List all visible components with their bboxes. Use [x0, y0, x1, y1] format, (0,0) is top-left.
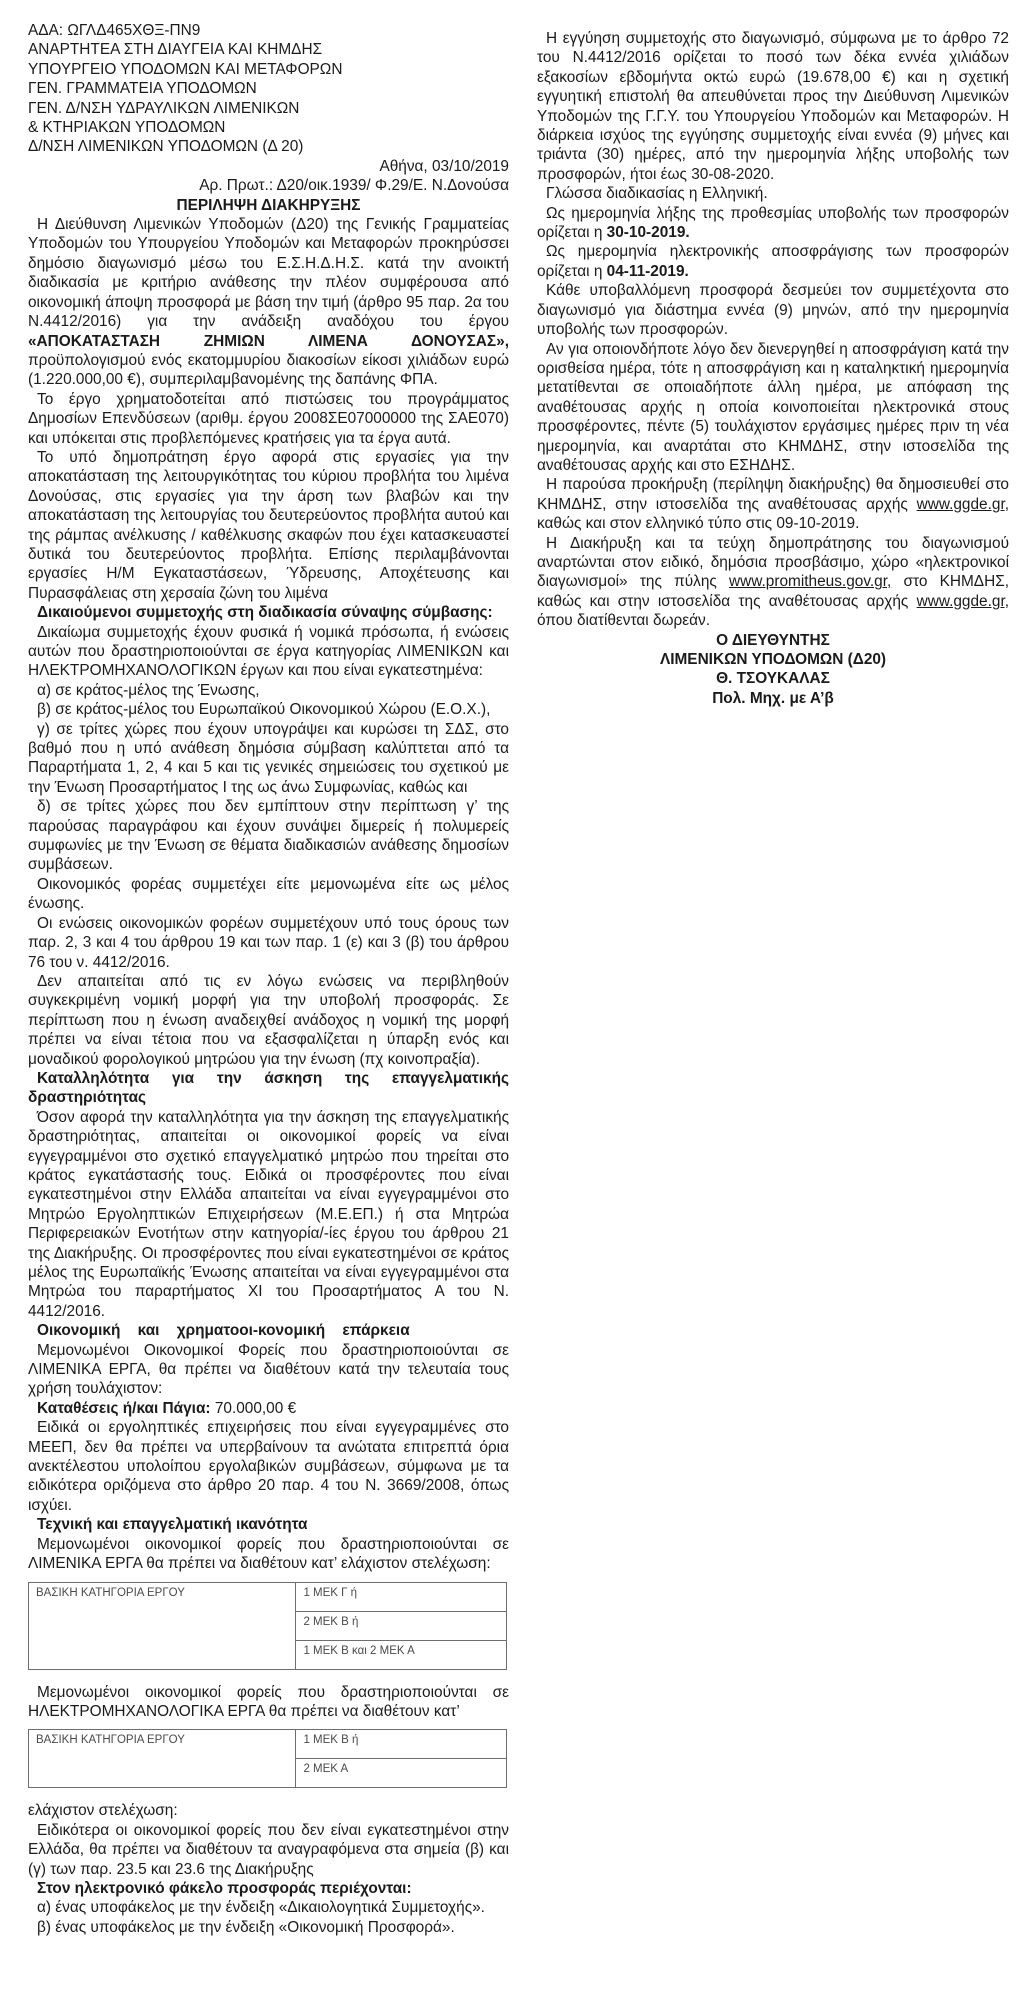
technical-capacity-heading: Τεχνική και επαγγελματική ικανότητα [37, 1516, 308, 1534]
signature-directorate: ΛΙΜΕΝΙΚΩΝ ΥΠΟΔΟΜΩΝ (Δ20) [659, 651, 887, 668]
header-line-secretariat: ΓΕΝ. ΓΡΑΜΜΑΤΕΙΑ ΥΠΟΔΟΜΩΝ [28, 80, 257, 98]
table-category-cell: ΒΑΣΙΚΗ ΚΑΤΗΓΟΡΙΑ ΕΡΓΟΥ [29, 1582, 296, 1669]
list-item-b: β) σε κράτος-μέλος του Ευρωπαϊκού Οικονομικού Χώρου (Ε.Ο.Χ.), [37, 701, 491, 719]
ggde-url: www.ggde.gr, [916, 495, 1009, 513]
signature-name: Θ. ΤΣΟΥΚΑΛΑΣ [716, 670, 830, 688]
list-item-d: δ) σε τρίτες χώρες που δεν εμπίπτουν στην περίπτωση γ’ της παρούσας παραγράφου και έχουν συνάψει διμερείς ή πολυμερείς συμφωνίες με την Ένωση σε θέματα διαδικασιών ανάθεσης δημοσίων συμβάσεων. [28, 798, 509, 874]
unsealing-text: Ως ημερομηνία ηλεκτρονικής αποσφράγισης των προσφορών ορίζεται η [537, 243, 1009, 280]
paragraph-eligibility-intro: Δικαίωμα συμμετοχής έχουν φυσικά ή νομικά πρόσωπα, ή ενώσεις αυτών που δραστηριοποιούνται σε έργα κατηγορίας ΛΙΜΕΝΙΚΩΝ και ΗΛΕΚΤΡΟΜΗΧΑΝΟΛΟΓΙΚΩΝ έργων και που είναι εγκατεστημένα: [28, 623, 509, 680]
document-title: ΠΕΡΙΛΗΨΗ ΔΙΑΚΗΡΥΞΗΣ [176, 196, 361, 214]
promitheus-url: www.promitheus.gov.gr, [729, 573, 892, 591]
envelope-item-b: β) ένας υποφάκελος με την ένδειξη «Οικονομική Προσφορά». [37, 1918, 455, 1936]
paragraph-tender-documents [537, 534, 1009, 631]
paragraph-financial-intro: Μεμονωμένοι Οικονομικοί Φορείς που δραστηριοποιούνται σε ΛΙΜΕΝΙΚΑ ΕΡΓΑ, θα πρέπει να διαθέτουν κατά την τελευταία τους χρήση τουλάχιστον: [28, 1341, 509, 1398]
date-line: Αθήνα, 03/10/2019 [379, 157, 509, 175]
paragraph-language: Γλώσσα διαδικασίας η Ελληνική. [546, 185, 768, 203]
paragraph-meep-limit: Ειδικά οι εργοληπτικές επιχειρήσεις που είναι εγγεγραμμένες στο ΜΕΕΠ, δεν θα πρέπει να υπερβαίνουν τα ανώτατα επιτρεπτά όρια ανεκτέλεστου υπολοίπου εργολαβικών συμβάσεων, σύμφωνα με τα ειδικότερα οριζόμενα στο άρθρο 20 παρ. 4 του Ν. 3669/2008, όπως ισχύει. [28, 1419, 509, 1514]
paragraph-foreign-requirements: Ειδικότερα οι οικονομικοί φορείς που δεν είναι εγκατεστημένοι στην Ελλάδα, θα πρέπει να διαθέτουν τα αναγραφόμενα στα σημεία (β) και (γ) των παρ. 23.5 και 23.6 της Διακήρυξης [28, 1821, 509, 1878]
paragraph-suitability: Όσον αφορά την καταλληλότητα για την άσκηση της επαγγελματικής δραστηριότητας, απαιτείται οι οικονομικοί φορείς να είναι εγγεγραμμένοι στο σχετικό επαγγελματικό μητρώο που τηρείται στο κράτος εγκατάστασής τους. Ειδικά οι προσφέροντες που είναι εγκατεστημένοι στην Ελλάδα απαιτείται να είναι εγγεγραμμένοι στο Μητρώο Εργοληπτικών Επιχειρήσεων (Μ.Ε.ΕΠ.) ή στα Μητρώα Περιφερειακών Ενοτήτων στην κατηγορία/-ίες έργου του άρθρου 21 της Διακήρυξης. Οι προσφέροντες που είναι εγκατεστημένοι σε κράτος μέλος της Ευρωπαϊκής Ένωσης απαιτείται να είναι εγγεγραμμένοι στα Μητρώα του παραρτήματος ΧΙ του Προσαρτήματος Α του Ν. 4412/2016. [28, 1108, 509, 1320]
paragraph-guarantee: Η εγγύηση συμμετοχής στο διαγωνισμό, σύμφωνα με το άρθρο 72 του Ν.4412/2016 ορίζεται το ποσό των δέκα εννέα χιλιάδων εξακοσίων εβδομήντα οκτώ ευρώ (19.678,00 €) και η σχετική εγγυητική επιστολή θα απευθύνεται προς την Διεύθυνση Λιμενικών Υποδομών της Γ.Γ.Υ. του Υπουργείου Υποδομών και Μεταφορών. Η διάρκεια ισχύος της εγγύησης συμμετοχής είναι εννέα (9) μήνες και τριάντα (30) ημέρες, από την ημερομηνία λήξης υποβολής των προσφορών, ήτοι έως 30-08-2020. [537, 30, 1009, 183]
project-title-bold: «ΑΠΟΚΑΤΑΣΤΑΣΗ ΖΗΜΙΩΝ ΛΙΜΕΝΑ ΔΟΝΟΥΣΑΣ», [28, 332, 509, 350]
left-column [28, 21, 509, 1937]
table-category-cell: ΒΑΣΙΚΗ ΚΑΤΗΓΟΡΙΑ ΕΡΓΟΥ [29, 1730, 296, 1788]
table-value-cell: 1 ΜΕΚ Β ή [296, 1730, 506, 1759]
table-row [29, 1582, 507, 1611]
paragraph-postponement: Αν για οποιονδήποτε λόγο δεν διενεργηθεί η αποσφράγιση κατά την ορισθείσα ημέρα, τότε η αποσφράγιση και η καταληκτική ημερομηνία μετατίθενται σε οποιαδήποτε άλλη ημέρα, με απόφαση της αναθέτουσας αρχής η οποία κοινοποιείται ηλεκτρονικά στους προσφέροντες, πέντε (5) τουλάχιστον εργάσιμες ημέρες πριν τη νέα ημερομηνία, και αναρτάται στο ΚΗΜΔΗΣ, στην ιστοσελίδα της αναθέτουσας αρχής και στο ΕΣΗΔΗΣ. [537, 340, 1009, 474]
paragraph-submission-deadline [537, 204, 1009, 243]
publication-text-pre: Η παρούσα προκήρυξη (περίληψη διακήρυξης) θα δημοσιευθεί στο ΚΗΜΔΗΣ, στην ιστοσελίδα της αναθέτουσας αρχής [537, 476, 1009, 513]
paragraph-em-intro: Μεμονωμένοι οικονομικοί φορείς που δραστηριοποιούνται σε ΗΛΕΚΤΡΟΜΗΧΑΝΟΛΟΓΙΚΑ ΕΡΓΑ θα πρέπει να διαθέτουν κατ’ [28, 1683, 509, 1720]
paragraph-em-continuation: ελάχιστον στελέχωση: [28, 1802, 178, 1820]
deadline-date-bold: 30-10-2019. [606, 224, 690, 242]
electronic-envelope-heading: Στον ηλεκτρονικό φάκελο προσφοράς περιέχονται: [37, 1879, 412, 1897]
table-value-cell: 1 ΜΕΚ Γ ή [296, 1582, 506, 1611]
deadline-text: Ως ημερομηνία λήξης της προθεσμίας υποβολής των προσφορών ορίζεται η [537, 204, 1009, 242]
paragraph-single-or-union: Οικονομικός φορέας συμμετέχει είτε μεμονωμένα είτε ως μέλος ένωσης. [28, 875, 509, 913]
table-value-cell: 2 ΜΕΚ Α [296, 1759, 506, 1788]
paragraph-technical-intro: Μεμονωμένοι οικονομικοί φορείς που δραστηριοποιούνται σε ΛΙΜΕΝΙΚΑ ΕΡΓΑ θα πρέπει να διαθέτουν κατ’ ελάχιστον στελέχωση: [28, 1535, 509, 1573]
ggde-url-2: www.ggde.gr, [916, 592, 1009, 610]
paragraph-union-terms: Οι ενώσεις οικονομικών φορέων συμμετέχουν υπό τους όρους των παρ. 2, 3 και 4 του άρθρου 19 και των παρ. 1 (ε) και 3 (β) του άρθρου 76 του ν. 4412/2016. [28, 914, 509, 971]
intro-text-pre: Η Διεύθυνση Λιμενικών Υποδομών (Δ20) της Γενικής Γραμματείας Υποδομών του Υπουργείου Υποδομών και Μεταφορών προκηρύσσει δημόσιο διαγωνισμό μέσω του Ε.Σ.Η.Δ.Η.Σ. κατά την ανοικτή διαδικασία με κριτήριο ανάθεσης την πλέον συμφέρουσα από οικονομική άποψη προσφορά με βάση την τιμή (άρθρο 95 παρ. 2α του Ν.4412/2016) για την ανάδειξη αναδόχου του έργου [28, 216, 509, 331]
list-item-c: γ) σε τρίτες χώρες που έχουν υπογράψει και κυρώσει τη ΣΔΣ, στο βαθμό που η υπό ανάθεση δημόσια σύμβαση καλύπτεται από τα Παραρτήματα 1, 2, 4 και 5 και τις γενικές σημειώσεις του σχετικού με την Ένωση Προσαρτήματος Ι της ως άνω Συμφωνίας, καθώς και [28, 720, 509, 796]
header-line-diavgeia: ΑΝΑΡΤΗΤΕΑ ΣΤΗ ΔΙΑΥΓΕΙΑ ΚΑΙ ΚΗΜΔΗΣ [28, 41, 323, 59]
ada-line: ΑΔΑ: ΩΓΛΔ465ΧΘΞ-ΠΝ9 [28, 22, 201, 39]
header-line-building-infra: & ΚΤΗΡΙΑΚΩΝ ΥΠΟΔΟΜΩΝ [28, 119, 226, 137]
right-column [537, 21, 1009, 708]
table-value-cell: 2 ΜΕΚ Β ή [296, 1611, 506, 1640]
header-line-directorate-d20: Δ/ΝΣΗ ΛΙΜΕΝΙΚΩΝ ΥΠΟΔΟΜΩΝ (Δ 20) [28, 138, 304, 156]
unsealing-date-bold: 04-11-2019. [606, 262, 689, 280]
header-line-general-directorate: ΓΕΝ. Δ/ΝΣΗ ΥΔΡΑΥΛΙΚΩΝ ΛΙΜΕΝΙΚΩΝ [28, 99, 300, 117]
paragraph-publication [537, 475, 1009, 533]
signature-title: Ο ΔΙΕΥΘΥΝΤΗΣ [716, 631, 830, 649]
paragraph-funding: Το έργο χρηματοδοτείται από πιστώσεις του προγράμματος Δημοσίων Επενδύσεων (αριθμ. έργου 2008ΣΕ07000000 της ΣΑΕ070) και υπόκειται στις προβλεπόμενες κρατήσεις για τα έργα αυτά. [28, 390, 509, 447]
paragraph-legal-form: Δεν απαιτείται από τις εν λόγω ενώσεις να περιβληθούν συγκεκριμένη νομική μορφή για την υποβολή προσφοράς. Σε περίπτωση που η ένωση αναδειχθεί ανάδοχος η νομική της μορφή πρέπει να είναι τέτοια που να εξασφαλίζεται η ύπαρξη ενός και μοναδικού φορολογικού μητρώου για την ένωση (πχ κοινοπραξία). [28, 972, 509, 1068]
paragraph-offer-validity: Κάθε υποβαλλόμενη προσφορά δεσμεύει τον συμμετέχοντα στο διαγωνισμό για διάστημα εννέα (9) μηνών, από την ημερομηνία υποβολής των προσφορών. [537, 282, 1009, 339]
staffing-table-electromechanical-works [28, 1729, 507, 1788]
documents-text-2: όπου διατίθενται δωρεάν. [537, 612, 711, 630]
intro-text-post: προϋπολογισμού ενός εκατομμυρίου διακοσίων είκοσι χιλιάδων ευρώ (1.220.000,00 €), συμπεριλαμβανομένης της δαπάνης ΦΠΑ. [28, 351, 509, 389]
paragraph-intro [28, 215, 509, 390]
deposits-label: Καταθέσεις ή/και Πάγια: [37, 1399, 211, 1417]
documents-text-0: Η Διακήρυξη και τα τεύχη δημοπράτησης του διαγωνισμού αναρτώνται στον ειδικό, δημόσια προσβάσιμο, χώρο «ηλεκτρονικοί διαγωνισμοί» της πύλης [537, 534, 1009, 591]
paragraph-unsealing-date [537, 242, 1009, 281]
financial-capacity-heading: Οικονομική και χρηματοοι-κονομική επάρκεια [37, 1322, 410, 1340]
paragraph-deposits [28, 1399, 509, 1418]
envelope-item-a: α) ένας υποφάκελος με την ένδειξη «Δικαιολογητικά Συμμετοχής». [37, 1899, 485, 1917]
protocol-number-line: Αρ. Πρωτ.: Δ20/οικ.1939/ Φ.29/Ε. Ν.Δονούσα [199, 177, 509, 195]
deposits-value: 70.000,00 € [210, 1399, 297, 1417]
eligibility-heading: Δικαιούμενοι συμμετοχής στη διαδικασία σύναψης σύμβασης: [37, 604, 493, 622]
table-row [29, 1730, 507, 1759]
signature-role: Πολ. Μηχ. με Α’β [712, 689, 834, 707]
table-value-cell: 1 ΜΕΚ Β και 2 ΜΕΚ Α [296, 1640, 506, 1669]
suitability-heading: Καταλληλότητα για την άσκηση της επαγγελματικής δραστηριότητας [28, 1069, 509, 1107]
staffing-table-port-works [28, 1582, 507, 1670]
documents-text-1: στο ΚΗΜΔΗΣ, καθώς και στην ιστοσελίδα της αναθέτουσας αρχής [537, 573, 1009, 610]
list-item-a: α) σε κράτος-μέλος της Ένωσης, [37, 681, 260, 699]
paragraph-scope: Το υπό δημοπράτηση έργο αφορά στις εργασίες για την αποκατάσταση της λειτουργικότητας του κύριου προβλήτα του λιμένα Δονούσας, στις εργασίες για την άρση των βλαβών και την αποκατάσταση της λειτουργίας του δευτερεύοντος προβλήτα αυτού και της ράμπας ανέλκυσης / καθέλκυσης σκαφών που έχει κατασκευαστεί δυτικά του δευτερεύοντος προβλήτα. Επίσης περιλαμβάνονται εργασίες Η/Μ Εγκαταστάσεων, Ύδρευσης, Αποχέτευσης και Πυρασφάλειας στη χερσαία ζώνη του λιμένα [28, 448, 509, 602]
header-line-ministry: ΥΠΟΥΡΓΕΙΟ ΥΠΟΔΟΜΩΝ ΚΑΙ ΜΕΤΑΦΟΡΩΝ [28, 60, 343, 78]
publication-text-post: καθώς και στον ελληνικό τύπο στις 09-10-2019. [537, 515, 860, 533]
